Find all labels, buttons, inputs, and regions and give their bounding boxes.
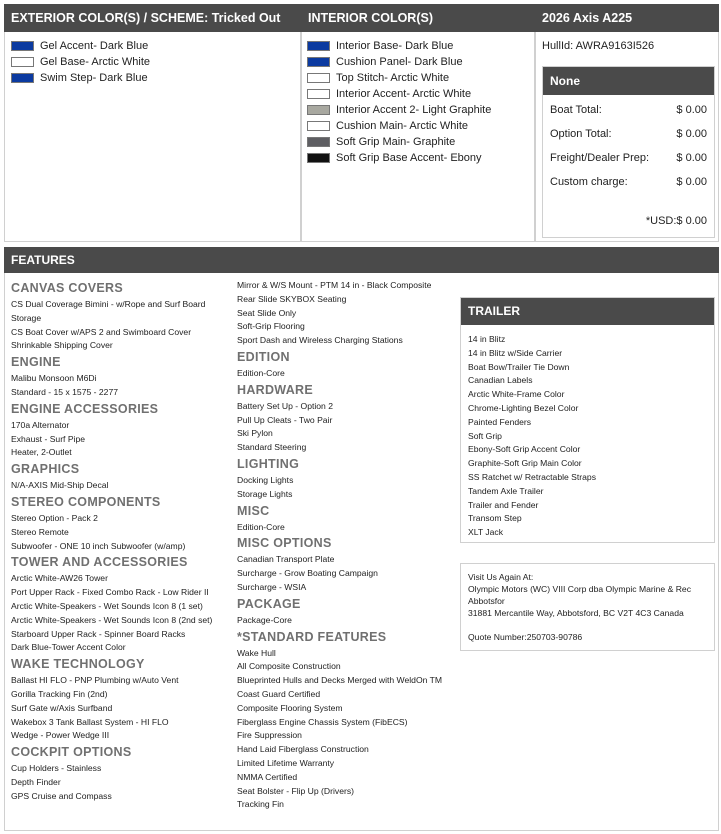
dealer-info — [460, 563, 715, 651]
feature-item: Subwoofer - ONE 10 inch Subwoofer (w/amp) — [11, 540, 186, 551]
color-swatch — [307, 73, 330, 83]
summary-value: $ 0.00 — [676, 104, 707, 116]
category-engine-accessories: ENGINE ACCESSORIES — [11, 401, 159, 416]
category-stereo-components: STEREO COMPONENTS — [11, 494, 161, 509]
feature-item: Arctic White-Speakers - Wet Sounds Icon 8 (2nd set) — [11, 614, 213, 625]
color-label: Interior Accent- Arctic White — [336, 88, 472, 100]
trailer-item: SS Ratchet w/ Retractable Straps — [468, 471, 597, 482]
color-swatch — [307, 57, 330, 67]
trailer-item: XLT Jack — [468, 527, 504, 538]
feature-item: Package-Core — [237, 614, 292, 625]
category-standard-features: *STANDARD FEATURES — [237, 629, 387, 644]
feature-item: Shrinkable Shipping Cover — [11, 340, 113, 351]
trailer-list — [468, 333, 596, 540]
category-misc: MISC — [237, 503, 270, 518]
category-engine: ENGINE — [11, 355, 61, 370]
feature-item: Fiberglass Engine Chassis System (FibECS) — [237, 716, 408, 727]
feature-item: NMMA Certified — [237, 771, 298, 782]
color-row — [307, 134, 491, 150]
feature-item: Sport Dash and Wireless Charging Stations — [237, 335, 403, 346]
feature-item: Stereo Option - Pack 2 — [11, 512, 98, 523]
trailer-item: Graphite-Soft Grip Main Color — [468, 458, 582, 469]
feature-item: Edition-Core — [237, 521, 285, 532]
feature-item: Stereo Remote — [11, 526, 69, 537]
feature-item: Seat Bolster - Flip Up (Drivers) — [237, 785, 354, 796]
summary-total — [550, 215, 707, 227]
price-summary — [542, 66, 715, 238]
trailer-item: Transom Step — [468, 513, 522, 524]
feature-item: Port Upper Rack - Fixed Combo Rack - Low Rider II — [11, 587, 209, 598]
feature-item: Arctic White-Speakers - Wet Sounds Icon 8 (1 set) — [11, 600, 203, 611]
feature-item: Standard Steering — [237, 442, 307, 453]
category-package: PACKAGE — [237, 596, 301, 611]
feature-item: Edition-Core — [237, 367, 285, 378]
category-wake-technology: WAKE TECHNOLOGY — [11, 657, 145, 672]
category-tower-and-accessories: TOWER AND ACCESSORIES — [11, 555, 188, 570]
hull-id: HullId: AWRA9163I526 — [542, 40, 655, 52]
category-graphics: GRAPHICS — [11, 462, 80, 477]
trailer-item: Boat Bow/Trailer Tie Down — [468, 361, 570, 372]
feature-item: N/A-AXIS Mid-Ship Decal — [11, 480, 109, 491]
color-row — [307, 102, 491, 118]
dealer-info-line: Visit Us Again At: — [468, 572, 534, 582]
summary-label: Custom charge: — [550, 176, 628, 188]
color-row — [307, 70, 491, 86]
feature-item: Blueprinted Hulls and Decks Merged with WeldOn TM — [237, 675, 443, 686]
color-swatch — [307, 121, 330, 131]
trailer-item: Chrome-Lighting Bezel Color — [468, 402, 579, 413]
features-header: FEATURES — [4, 247, 719, 273]
feature-item: Ballast HI FLO - PNP Plumbing w/Auto Vent — [11, 675, 179, 686]
feature-item: CS Dual Coverage Bimini - w/Rope and Surf Board — [11, 299, 206, 309]
feature-item: Canadian Transport Plate — [237, 554, 335, 565]
feature-item: Cup Holders - Stainless — [11, 763, 102, 774]
feature-item: CS Boat Cover w/APS 2 and Swimboard Cover — [11, 326, 192, 337]
color-label: Swim Step- Dark Blue — [40, 72, 148, 84]
feature-item: Exhaust - Surf Pipe — [11, 433, 86, 444]
trailer-item: Tandem Axle Trailer — [468, 485, 544, 496]
feature-item: GPS Cruise and Compass — [11, 790, 112, 801]
feature-item: Rear Slide SKYBOX Seating — [237, 293, 347, 304]
feature-item: 170a Alternator — [11, 419, 70, 430]
color-row — [307, 86, 491, 102]
color-swatch — [307, 89, 330, 99]
feature-item: Surf Gate w/Axis Surfband — [11, 702, 113, 713]
color-label: Soft Grip Main- Graphite — [336, 136, 456, 148]
feature-item: Starboard Upper Rack - Spinner Board Racks — [11, 628, 186, 639]
feature-item: Gorilla Tracking Fin (2nd) — [11, 688, 108, 699]
color-swatch — [307, 137, 330, 147]
feature-item: Dark Blue-Tower Accent Color — [11, 642, 126, 653]
color-swatch — [307, 153, 330, 163]
color-swatch — [11, 73, 34, 83]
trailer-item: Soft Grip — [468, 430, 502, 441]
summary-row-option-total — [550, 128, 707, 140]
feature-item: Storage — [11, 312, 42, 323]
dealer-info-line: Quote Number:250703-90786 — [468, 632, 583, 642]
category-hardware: HARDWARE — [237, 382, 314, 397]
features-column-2 — [237, 279, 442, 812]
feature-item: Wedge - Power Wedge III — [11, 730, 110, 741]
category-edition: EDITION — [237, 349, 290, 364]
dealer-info-line: Abbotsfor — [468, 596, 505, 606]
feature-item: Pull Up Cleats - Two Pair — [237, 414, 333, 425]
color-swatch — [307, 105, 330, 115]
category-lighting: LIGHTING — [237, 456, 300, 471]
trailer-item: Painted Fenders — [468, 416, 532, 427]
feature-item: Storage Lights — [237, 488, 293, 499]
feature-item: All Composite Construction — [237, 661, 341, 672]
feature-item: Docking Lights — [237, 474, 294, 485]
feature-item: Fire Suppression — [237, 730, 302, 741]
summary-row-boat-total — [550, 104, 707, 116]
feature-item: Tracking Fin — [237, 799, 284, 810]
exterior-color-list — [11, 38, 150, 86]
category-cockpit-options: COCKPIT OPTIONS — [11, 745, 132, 760]
feature-item: Wake Hull — [237, 647, 276, 658]
feature-item: Hand Laid Fiberglass Construction — [237, 744, 369, 755]
summary-row-freight — [550, 152, 707, 164]
summary-header: None — [543, 67, 714, 95]
color-swatch — [307, 41, 330, 51]
dealer-info-line: Olympic Motors (WC) VIII Corp dba Olympic Marine & Rec — [468, 584, 692, 594]
feature-item: Depth Finder — [11, 776, 61, 787]
category-misc-options: MISC OPTIONS — [237, 536, 332, 551]
trailer-item: Arctic White-Frame Color — [468, 389, 565, 400]
feature-item: Standard - 15 x 1575 - 2277 — [11, 386, 119, 397]
color-label: Interior Accent 2- Light Graphite — [336, 104, 492, 116]
trailer-item: 14 in Blitz w/Side Carrier — [468, 347, 563, 358]
color-row — [11, 38, 150, 54]
summary-label: Option Total: — [550, 128, 612, 140]
feature-item: Wakebox 3 Tank Ballast System - HI FLO — [11, 716, 169, 727]
trailer-header: TRAILER — [461, 298, 714, 325]
exterior-header: EXTERIOR COLOR(S) / SCHEME: Tricked Out — [4, 4, 301, 32]
feature-item: Soft-Grip Flooring — [237, 321, 305, 332]
color-label: Cushion Main- Arctic White — [336, 120, 469, 132]
summary-label: Freight/Dealer Prep: — [550, 152, 650, 164]
color-label: Top Stitch- Arctic White — [336, 72, 450, 84]
color-label: Gel Base- Arctic White — [40, 56, 151, 68]
summary-total-value: *USD:$ 0.00 — [645, 215, 707, 227]
color-swatch — [11, 57, 34, 67]
feature-item: Surcharge - WSIA — [237, 581, 307, 592]
feature-item: Mirror & W/S Mount - PTM 14 in - Black Composite — [237, 280, 432, 290]
color-label: Gel Accent- Dark Blue — [40, 40, 149, 52]
interior-color-list — [307, 38, 491, 166]
feature-item: Battery Set Up - Option 2 — [237, 400, 334, 411]
summary-value: $ 0.00 — [676, 152, 707, 164]
trailer-panel — [460, 297, 715, 543]
feature-item: Surcharge - Grow Boating Campaign — [237, 568, 378, 579]
color-row — [307, 118, 491, 134]
category-canvas-covers: CANVAS COVERS — [11, 281, 124, 295]
color-swatch — [11, 41, 34, 51]
summary-label: Boat Total: — [550, 104, 602, 116]
feature-item: Heater, 2-Outlet — [11, 447, 72, 458]
color-row — [307, 150, 491, 166]
feature-item: Coast Guard Certified — [237, 688, 321, 699]
model-header: 2026 Axis A225 — [535, 4, 719, 32]
color-label: Interior Base- Dark Blue — [336, 40, 454, 52]
trailer-item: Trailer and Fender — [468, 499, 539, 510]
color-label: Cushion Panel- Dark Blue — [336, 56, 463, 68]
color-row — [11, 54, 150, 70]
dealer-info-line: 31881 Mercantile Way, Abbotsford, BC V2T 4C3 Canada — [468, 608, 684, 618]
features-column-1 — [11, 279, 212, 804]
dealer-info-line — [468, 619, 707, 631]
feature-item: Composite Flooring System — [237, 702, 343, 713]
color-row — [307, 38, 491, 54]
trailer-item: 14 in Blitz — [468, 334, 506, 344]
summary-row-custom-charge — [550, 176, 707, 188]
feature-item: Ski Pylon — [237, 428, 273, 439]
trailer-item: Canadian Labels — [468, 375, 533, 386]
color-row — [307, 54, 491, 70]
feature-item: Arctic White-AW26 Tower — [11, 573, 108, 584]
color-row — [11, 70, 150, 86]
summary-value: $ 0.00 — [676, 128, 707, 140]
trailer-item: Ebony-Soft Grip Accent Color — [468, 444, 581, 455]
summary-value: $ 0.00 — [676, 176, 707, 188]
feature-item: Malibu Monsoon M6Di — [11, 373, 97, 384]
interior-header: INTERIOR COLOR(S) — [301, 4, 535, 32]
feature-item: Limited Lifetime Warranty — [237, 757, 335, 768]
color-label: Soft Grip Base Accent- Ebony — [336, 152, 482, 164]
feature-item: Seat Slide Only — [237, 307, 297, 318]
